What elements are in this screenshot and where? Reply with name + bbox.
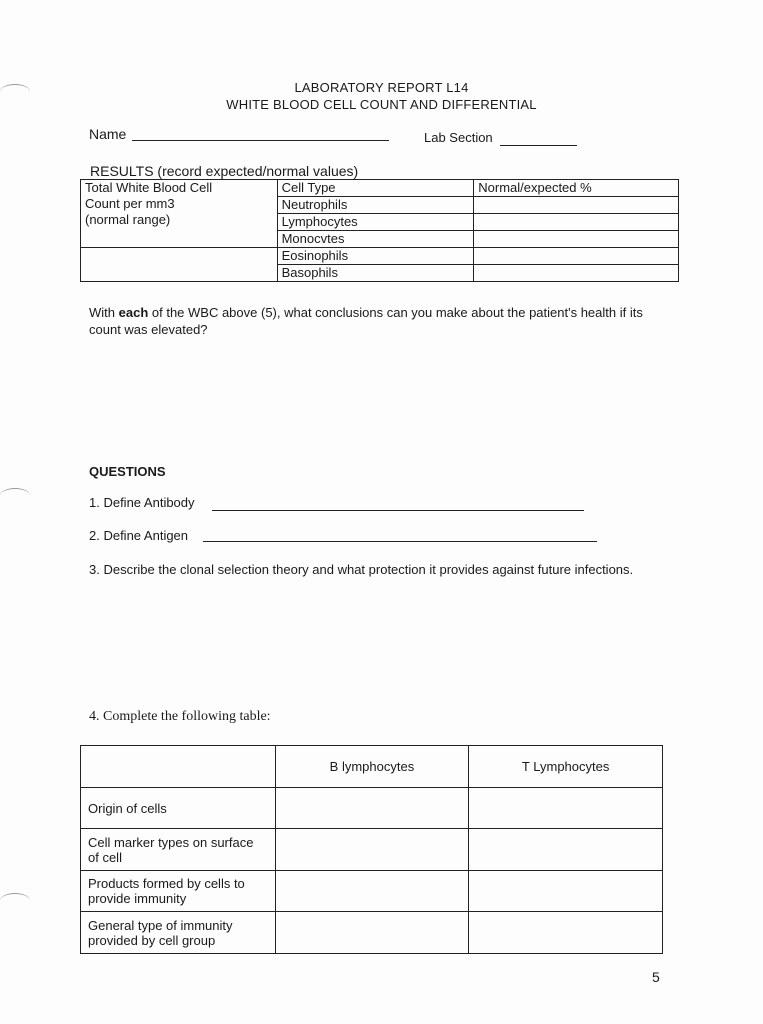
lymphocyte-table [80, 745, 663, 954]
answer-cell[interactable] [275, 871, 469, 912]
wbc-label-line: (normal range) [85, 212, 171, 227]
question-4: 4. Complete the following table: [89, 709, 271, 724]
cell-type-neutrophils: Neutrophils [277, 197, 474, 214]
wbc-count-value[interactable] [81, 248, 278, 282]
normal-value-cell[interactable] [474, 265, 679, 282]
emphasis-text: each [118, 305, 149, 320]
results-table [80, 179, 679, 282]
results-heading: RESULTS (record expected/normal values) [90, 163, 359, 179]
row-label-markers: Cell marker types on surface of cell [81, 829, 276, 871]
margin-mark [0, 893, 30, 908]
row-label-immunity-type: General type of immunity provided by cell group [81, 912, 276, 954]
t-lymphocytes-header: T Lymphocytes [469, 746, 663, 788]
lab-section-field[interactable] [500, 145, 577, 146]
cell-type-lymphocytes: Lymphocytes [277, 214, 474, 231]
cell-type-monocytes: Monocvtes [277, 231, 474, 248]
row-label-products: Products formed by cells to provide immunity [81, 871, 276, 912]
normal-value-cell[interactable] [474, 197, 679, 214]
answer-cell[interactable] [469, 788, 663, 829]
answer-cell[interactable] [469, 871, 663, 912]
corner-cell [81, 746, 276, 788]
question-1: 1. Define Antibody [89, 495, 195, 510]
normal-value-cell[interactable] [474, 248, 679, 265]
row-label-origin: Origin of cells [81, 788, 276, 829]
answer-cell[interactable] [275, 829, 469, 871]
report-subtitle: WHITE BLOOD CELL COUNT AND DIFFERENTIAL [226, 97, 537, 112]
normal-expected-header: Normal/expected % [474, 180, 679, 197]
answer-cell[interactable] [469, 829, 663, 871]
cell-type-header: Cell Type [277, 180, 474, 197]
answer-cell[interactable] [469, 912, 663, 954]
question-text: of the WBC above (5), what conclusions can you make about the patient's health if its count was elevated? [89, 305, 643, 337]
question-text: With [89, 305, 119, 320]
antigen-answer-line[interactable] [203, 541, 597, 542]
report-title: LABORATORY REPORT L14 [294, 80, 469, 95]
cell-type-basophils: Basophils [277, 265, 474, 282]
wbc-label-line: Count per mm3 [85, 196, 175, 211]
b-lymphocytes-header: B lymphocytes [275, 746, 469, 788]
wbc-count-label [81, 180, 278, 248]
answer-cell[interactable] [275, 788, 469, 829]
wbc-label-line: Total White Blood Cell [85, 180, 213, 195]
margin-mark [0, 488, 30, 503]
lab-section-label: Lab Section [424, 130, 493, 145]
name-field[interactable] [132, 140, 389, 141]
question-3: 3. Describe the clonal selection theory and what protection it provides against future infections. [89, 562, 634, 577]
normal-value-cell[interactable] [474, 214, 679, 231]
question-2: 2. Define Antigen [89, 528, 189, 543]
normal-value-cell[interactable] [474, 231, 679, 248]
wbc-question [89, 304, 649, 338]
page-number: 5 [652, 969, 660, 985]
questions-heading: QUESTIONS [89, 464, 166, 479]
answer-cell[interactable] [275, 912, 469, 954]
cell-type-eosinophils: Eosinophils [277, 248, 474, 265]
antibody-answer-line[interactable] [212, 510, 584, 511]
name-label: Name [89, 126, 127, 142]
